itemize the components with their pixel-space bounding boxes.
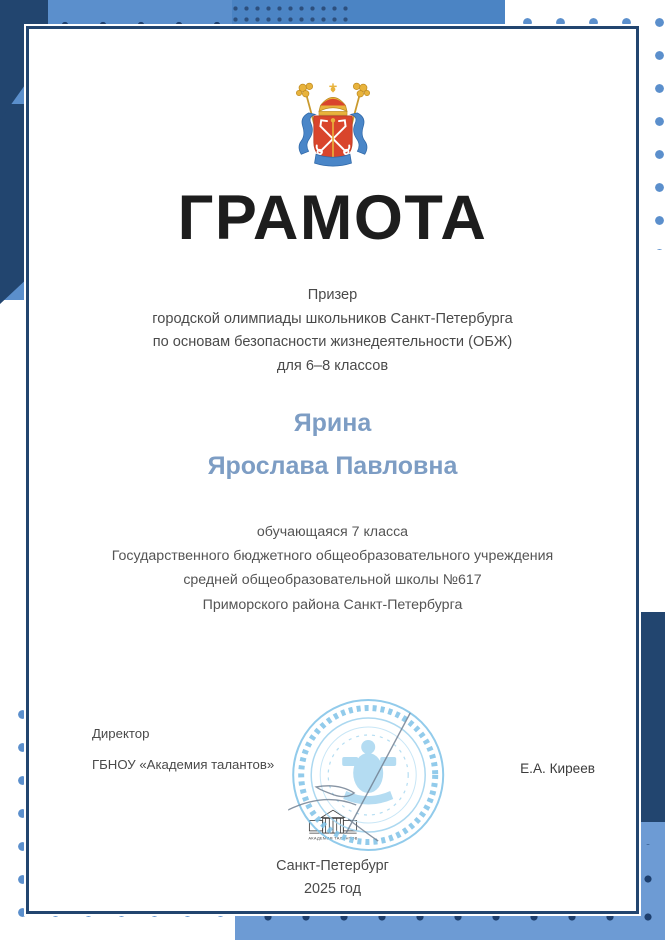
award-line-1: Призер [307,287,358,304]
signatory-block [92,719,274,780]
recipient-surname: Ярина [293,408,372,437]
signature-area [40,713,625,802]
signatory-role: Директор [92,726,150,742]
year-label: 2025 год [303,880,362,897]
city-label: Санкт-Петербург [276,858,389,875]
school-line-4: Приморского района Санкт-Петербурга [202,596,463,613]
recipient-given-name: Ярослава Павловна [207,452,458,481]
award-line-3: по основам безопасности жизнедеятельности (ОБЖ) [152,334,513,351]
school-description [112,520,553,618]
signatory-name: Е.А. Киреев [520,761,595,777]
saint-petersburg-coat-of-arms-icon [274,76,392,169]
award-line-4: для 6–8 классов [276,357,389,374]
academy-logo-text: АКАДЕМИЯ ТАЛАНТОВ [307,835,358,841]
award-line-2: городской олимпиады школьников Санкт-Петербурга [152,310,513,327]
certificate-content [40,40,625,900]
place-and-date [276,855,389,900]
school-line-1: обучающаяся 7 класса [256,523,409,540]
award-description [152,284,513,379]
school-line-2: Государственного бюджетного общеобразовательного учреждения [111,548,554,565]
school-line-3: средней общеобразовательной школы №617 [183,572,482,589]
signatory-organization: ГБНОУ «Академия талантов» [92,756,275,772]
recipient-name [208,405,458,486]
page-title: ГРАМОТА [177,183,488,254]
official-round-seal-icon [288,695,448,855]
